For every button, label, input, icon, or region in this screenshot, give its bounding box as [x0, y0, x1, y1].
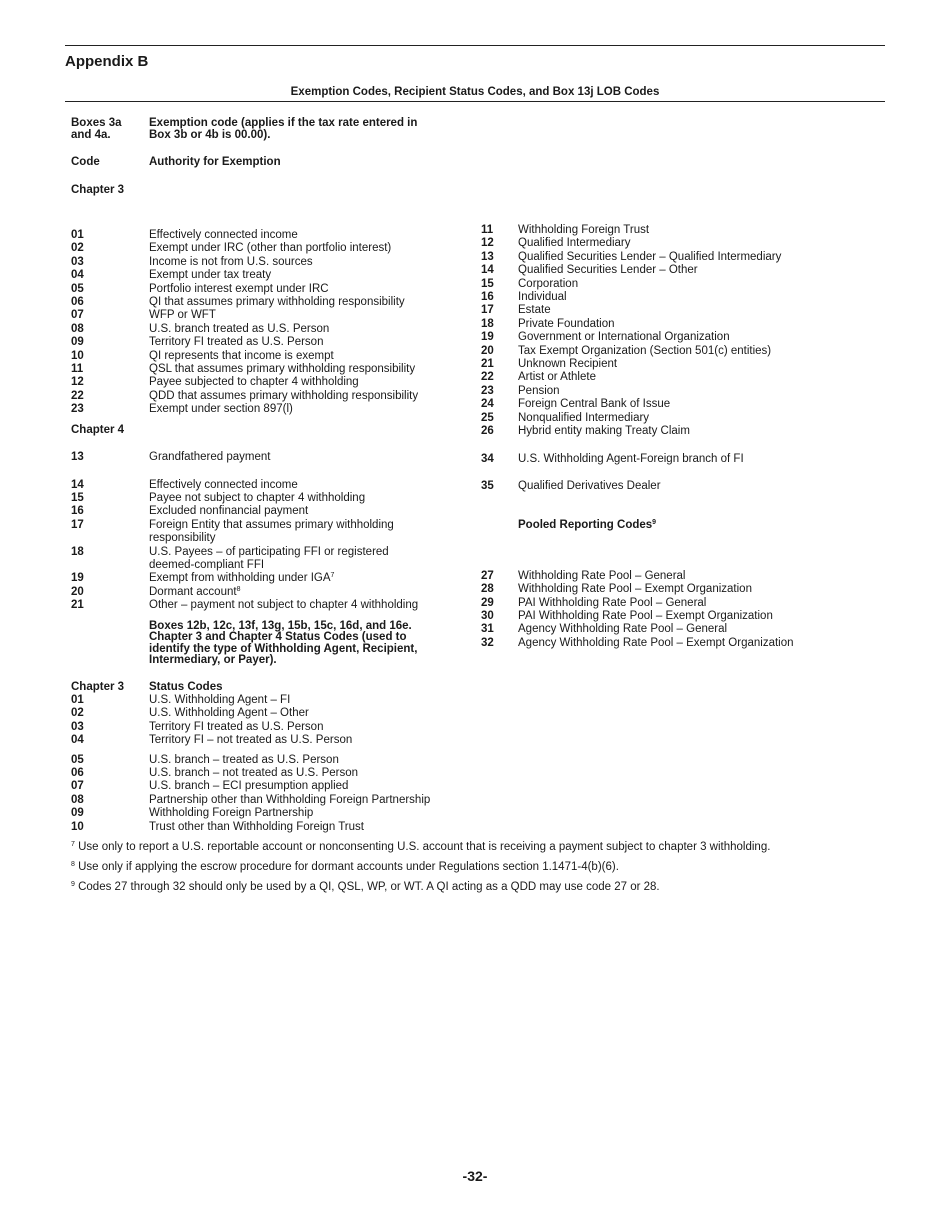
- code-number: 04: [71, 269, 84, 282]
- code-description: [149, 546, 461, 573]
- exemption-code-row: [71, 451, 461, 464]
- code-description-text: Qualified Derivatives Dealer: [518, 479, 661, 492]
- pooled-code-row: [481, 597, 881, 610]
- code-description-text: Nonqualified Intermediary: [518, 411, 650, 424]
- code-description: [149, 694, 461, 707]
- code-description-text: QDD that assumes primary withholding responsibility: [149, 389, 419, 402]
- code-description: [149, 505, 461, 518]
- code-description: [149, 323, 461, 336]
- code-description-text: QI that assumes primary withholding responsibility: [149, 296, 405, 309]
- code-34-row: [481, 453, 881, 466]
- footnote-number: 7: [71, 841, 75, 848]
- code-description: [518, 398, 881, 411]
- code-description-text: Income is not from U.S. sources: [149, 255, 313, 268]
- pooled-footnote-mark: 9: [652, 519, 657, 527]
- recipient-code-row: [481, 224, 881, 237]
- exemption-code-row: [71, 256, 461, 269]
- intro-label: Chapter 3: [71, 183, 125, 196]
- code-description: [149, 721, 461, 734]
- status-code-row: [71, 767, 461, 780]
- section-subtitle: Exemption Codes, Recipient Status Codes, and Box 13j LOB Codes: [290, 86, 660, 98]
- code-description: [518, 345, 881, 358]
- status-code-row: [71, 821, 461, 834]
- code-description: [149, 492, 461, 505]
- code-description-text: Qualified Securities Lender – Qualified Intermediary: [518, 250, 782, 263]
- code-description-text: Excluded nonfinancial payment: [149, 505, 309, 518]
- code-number: Chapter 3: [71, 680, 125, 693]
- code-number: 21: [71, 599, 84, 612]
- status-code-row: [71, 794, 461, 807]
- footnote-text: Use only if applying the escrow procedure for dormant accounts under Regulations section 1.1471-4(b)(6).: [78, 861, 619, 873]
- code-description: [149, 821, 461, 834]
- code-description: [518, 597, 881, 610]
- code-description: [149, 681, 461, 694]
- code-description: [518, 623, 881, 636]
- recipient-code-row: [481, 425, 881, 438]
- code-description-text: Exempt under IRC (other than portfolio interest): [149, 242, 392, 255]
- code-number: 01: [71, 693, 84, 706]
- intro-block: [71, 118, 461, 196]
- status-code-row: [71, 780, 461, 793]
- code-description: [518, 425, 881, 438]
- code-number: 10: [71, 820, 84, 833]
- code-description-text: Foreign Central Bank of Issue: [518, 398, 671, 411]
- footnote: [71, 881, 891, 894]
- code-description: [518, 278, 881, 291]
- status-code-row: [71, 694, 461, 707]
- code-number: 17: [481, 304, 494, 317]
- code-number: 04: [71, 734, 84, 747]
- code-number: 12: [481, 237, 494, 250]
- code-description: [518, 291, 881, 304]
- intro-row: [71, 157, 461, 169]
- code-description: [149, 451, 461, 464]
- code-number: 14: [481, 264, 494, 277]
- code-description: [149, 390, 461, 403]
- top-rule: [65, 45, 885, 46]
- code-description: [518, 371, 881, 384]
- code-35-row: [481, 480, 881, 493]
- code-description-text: Other – payment not subject to chapter 4 withholding: [149, 599, 419, 612]
- pooled-code-row: [481, 570, 881, 583]
- code-description-text: Agency Withholding Rate Pool – Exempt Organization: [518, 636, 794, 649]
- chapter4-code-13: [71, 451, 461, 464]
- code-description-text: WFP or WFT: [149, 309, 216, 322]
- status-heading-row: [71, 621, 461, 667]
- code-description-text: Grandfathered payment: [149, 451, 271, 464]
- intro-row: [71, 118, 461, 141]
- code-description-text: Government or International Organization: [518, 331, 730, 344]
- code-description: [518, 358, 881, 371]
- code-number: 32: [481, 636, 494, 649]
- pooled-reporting-codes: [481, 570, 881, 650]
- code-number: 12: [71, 376, 84, 389]
- intro-text: Exemption code (applies if the tax rate entered in Box 3b or 4b is 00.00).: [149, 117, 418, 141]
- code-description: [518, 385, 881, 398]
- code-description: [149, 403, 461, 416]
- chapter3-exemption-codes: [71, 229, 461, 417]
- code-description-text: Artist or Athlete: [518, 371, 596, 384]
- code-number: 05: [71, 753, 84, 766]
- code-description-text: Withholding Rate Pool – Exempt Organization: [518, 583, 752, 596]
- code-description-text: Status Codes: [149, 680, 223, 693]
- code-number: 06: [71, 767, 84, 779]
- code-description: [149, 807, 461, 820]
- footnote-mark: 8: [236, 585, 241, 593]
- code-description-text: U.S. Withholding Agent – FI: [149, 693, 291, 706]
- code-description-text: U.S. Payees – of participating FFI or registered deemed-compliant FFI: [149, 545, 389, 571]
- code-description: [149, 269, 461, 282]
- code-description: [149, 707, 461, 720]
- intro-text: Authority for Exemption: [149, 156, 281, 168]
- code-number: 14: [71, 478, 84, 491]
- code-number: 05: [71, 282, 84, 295]
- code-description-text: Withholding Foreign Partnership: [149, 807, 314, 820]
- footnote-number: 8: [71, 861, 75, 868]
- recipient-code-row: [481, 345, 881, 358]
- status-heading: Boxes 12b, 12c, 13f, 13g, 15b, 15c, 16d, and 16e. Chapter 3 and Chapter 4 Status Codes (used to identify the type of Withholding Agent, Recipient, Intermediary, or Payer).: [149, 619, 418, 667]
- code-description: [518, 583, 881, 596]
- intro-row: [71, 185, 461, 197]
- exemption-code-row: [71, 242, 461, 255]
- pooled-code-row: [481, 583, 881, 596]
- intro-label: Code: [71, 156, 100, 168]
- code-number: 19: [481, 331, 494, 344]
- exemption-code-row: [71, 505, 461, 518]
- exemption-code-row: [71, 403, 461, 416]
- recipient-code-row: [481, 291, 881, 304]
- code-description-text: QI represents that income is exempt: [149, 349, 334, 362]
- recipient-status-codes: [481, 224, 881, 439]
- recipient-code-row: [481, 358, 881, 371]
- status-header-row: [71, 681, 461, 694]
- footnote-number: 9: [71, 881, 75, 888]
- footnote-text: Use only to report a U.S. reportable account or nonconsenting U.S. account that is receiving a payment subject to chapter 3 withholding.: [78, 841, 771, 853]
- code-number: 15: [71, 491, 84, 504]
- recipient-code-row: [481, 264, 881, 277]
- code-description: [518, 304, 881, 317]
- code-description-text: Dormant account: [149, 585, 237, 598]
- code-description: [149, 780, 461, 793]
- code-number: 18: [481, 317, 494, 330]
- code-description: [518, 251, 881, 264]
- code-number: 01: [71, 229, 84, 241]
- recipient-code-row: [481, 237, 881, 250]
- exemption-code-row: [71, 479, 461, 492]
- status-code-row: [71, 754, 461, 767]
- code-description: [149, 376, 461, 389]
- code-description: [149, 599, 461, 612]
- code-description-text: Withholding Foreign Trust: [518, 224, 650, 236]
- code-description: [149, 229, 461, 242]
- code-number: 23: [71, 403, 84, 416]
- code-description: [518, 480, 881, 493]
- exemption-code-row: [71, 599, 461, 612]
- footnote: [71, 861, 891, 874]
- code-description: [149, 519, 461, 546]
- recipient-code-row: [481, 331, 881, 344]
- code-description-text: Tax Exempt Organization (Section 501(c) entities): [518, 344, 772, 357]
- code-description-text: Payee subjected to chapter 4 withholding: [149, 376, 359, 389]
- exemption-code-row: [71, 309, 461, 322]
- code-description: [518, 412, 881, 425]
- pooled-heading-spacer: [481, 519, 518, 532]
- pooled-code-row: [481, 623, 881, 636]
- code-description: [149, 586, 461, 599]
- code-number: 34: [481, 452, 494, 465]
- chapter4-heading-text: Chapter 4: [71, 423, 125, 436]
- code-number: 03: [71, 720, 84, 733]
- pooled-reporting-heading: [518, 519, 881, 532]
- code-number: 28: [481, 583, 494, 596]
- exemption-code-row: [71, 586, 461, 599]
- code-number: 08: [71, 322, 84, 335]
- code-description-text: Qualified Securities Lender – Other: [518, 264, 698, 277]
- intro-label: Boxes 3a and 4a.: [71, 117, 122, 141]
- code-description: [149, 572, 461, 585]
- exemption-code-row: [71, 363, 461, 376]
- pooled-heading-row: [481, 519, 881, 532]
- code-description: [149, 734, 461, 747]
- status-code-row: [71, 721, 461, 734]
- code-description-text: Hybrid entity making Treaty Claim: [518, 425, 690, 438]
- exemption-code-row: [71, 229, 461, 242]
- chapter4-heading: [71, 424, 461, 437]
- code-number: 09: [71, 807, 84, 820]
- recipient-code-row: [481, 304, 881, 317]
- code-description-text: U.S. branch – treated as U.S. Person: [149, 753, 339, 766]
- code-number: 13: [481, 250, 494, 263]
- exemption-code-row: [71, 492, 461, 505]
- code-description: [518, 570, 881, 583]
- code-description: [518, 318, 881, 331]
- code-description-text: PAI Withholding Rate Pool – Exempt Organization: [518, 609, 773, 622]
- code-number: 08: [71, 793, 84, 806]
- code-number: 03: [71, 255, 84, 268]
- recipient-code-row: [481, 412, 881, 425]
- exemption-code-row: [71, 283, 461, 296]
- pooled-code-row: [481, 637, 881, 650]
- code-number: 06: [71, 296, 84, 309]
- code-number: 20: [481, 344, 494, 357]
- recipient-code-row: [481, 251, 881, 264]
- code-number: 22: [71, 389, 84, 402]
- code-number: 30: [481, 609, 494, 622]
- code-description-text: Foreign Entity that assumes primary withholding responsibility: [149, 518, 394, 545]
- code-number: 13: [71, 451, 84, 464]
- recipient-code-row: [481, 453, 881, 466]
- code-description-text: Estate: [518, 304, 551, 317]
- code-number: 07: [71, 780, 84, 793]
- code-description-text: U.S. Withholding Agent – Other: [149, 707, 309, 720]
- code-description-text: U.S. branch – ECI presumption applied: [149, 780, 349, 793]
- code-description-text: Effectively connected income: [149, 478, 298, 491]
- code-description-text: QSL that assumes primary withholding responsibility: [149, 363, 416, 376]
- code-description-text: U.S. branch treated as U.S. Person: [149, 322, 330, 335]
- right-column: [481, 224, 881, 650]
- code-description-text: U.S. branch – not treated as U.S. Person: [149, 767, 359, 779]
- code-number: 21: [481, 358, 494, 371]
- code-number: 19: [71, 572, 84, 585]
- status-codes-group-a: [71, 694, 461, 748]
- code-description-text: Territory FI treated as U.S. Person: [149, 336, 324, 349]
- code-number: 11: [481, 224, 494, 236]
- status-code-row: [71, 707, 461, 720]
- code-description-text: Qualified Intermediary: [518, 237, 631, 250]
- code-description-text: Pension: [518, 384, 560, 397]
- intro-text: [149, 185, 461, 197]
- code-description-text: Corporation: [518, 277, 579, 290]
- chapter4-exemption-codes: [71, 479, 461, 613]
- code-number: 15: [481, 277, 494, 290]
- code-description-text: Individual: [518, 291, 567, 304]
- code-description: [149, 767, 461, 780]
- status-codes-group-b: [71, 754, 461, 834]
- code-number: 31: [481, 623, 494, 636]
- code-description-text: U.S. Withholding Agent-Foreign branch of FI: [518, 452, 744, 465]
- exemption-code-row: [71, 336, 461, 349]
- code-description: [518, 637, 881, 650]
- footnote-mark: 7: [330, 572, 335, 580]
- status-code-row: [71, 734, 461, 747]
- code-number: 23: [481, 384, 494, 397]
- code-number: 07: [71, 309, 84, 322]
- pooled-code-row: [481, 610, 881, 623]
- code-description: [149, 309, 461, 322]
- exemption-code-row: [71, 572, 461, 585]
- code-description: [518, 264, 881, 277]
- code-description: [518, 331, 881, 344]
- code-description-text: Territory FI – not treated as U.S. Person: [149, 734, 353, 747]
- code-number: 26: [481, 425, 494, 438]
- page-number: -32-: [462, 1168, 488, 1184]
- exemption-code-row: [71, 323, 461, 336]
- code-number: 25: [481, 411, 494, 424]
- status-heading-spacer: [71, 621, 149, 667]
- code-description-text: Withholding Rate Pool – General: [518, 569, 686, 582]
- footnotes: [71, 841, 891, 901]
- code-number: 16: [481, 291, 494, 304]
- recipient-code-row: [481, 371, 881, 384]
- code-number: 35: [481, 479, 494, 492]
- code-description: [518, 610, 881, 623]
- code-description: [518, 453, 881, 466]
- code-number: 09: [71, 336, 84, 349]
- exemption-code-row: [71, 350, 461, 363]
- code-number: 22: [481, 371, 494, 384]
- exemption-code-row: [71, 390, 461, 403]
- code-description: [149, 283, 461, 296]
- subtitle-rule: [65, 101, 885, 102]
- status-codes-header: [71, 681, 461, 694]
- code-number: 29: [481, 596, 494, 609]
- exemption-code-row: [71, 376, 461, 389]
- recipient-code-row: [481, 480, 881, 493]
- code-description: [518, 237, 881, 250]
- code-description: [518, 224, 881, 237]
- code-description-text: Payee not subject to chapter 4 withholding: [149, 491, 366, 504]
- code-description: [149, 363, 461, 376]
- code-description: [149, 296, 461, 309]
- recipient-code-row: [481, 398, 881, 411]
- appendix-title: Appendix B: [65, 53, 149, 70]
- left-column: [71, 118, 461, 834]
- code-number: 02: [71, 707, 84, 720]
- code-description-text: Partnership other than Withholding Foreign Partnership: [149, 793, 431, 806]
- code-number: 16: [71, 505, 84, 518]
- exemption-code-row: [71, 296, 461, 309]
- code-description-text: Exempt from withholding under IGA: [149, 572, 331, 585]
- exemption-code-row: [71, 269, 461, 282]
- code-description: [149, 754, 461, 767]
- code-number: 11: [71, 363, 84, 376]
- code-number: 10: [71, 349, 84, 362]
- code-number: 17: [71, 518, 84, 531]
- code-description-text: Agency Withholding Rate Pool – General: [518, 623, 728, 636]
- code-description: [149, 336, 461, 349]
- code-description-text: Trust other than Withholding Foreign Trust: [149, 820, 364, 833]
- code-description-text: Exempt under section 897(l): [149, 403, 293, 416]
- code-number: 20: [71, 585, 84, 598]
- code-number: 02: [71, 242, 84, 255]
- code-description: [149, 794, 461, 807]
- code-description: [149, 350, 461, 363]
- code-number: 24: [481, 398, 494, 411]
- exemption-code-row: [71, 519, 461, 546]
- code-number: 27: [481, 569, 494, 582]
- recipient-code-row: [481, 385, 881, 398]
- code-description-text: Territory FI treated as U.S. Person: [149, 720, 324, 733]
- code-description-text: Effectively connected income: [149, 229, 298, 241]
- footnote-text: Codes 27 through 32 should only be used by a QI, QSL, WP, or WT. A QI acting as a QDD may use code 27 or 28.: [78, 881, 660, 893]
- code-description: [149, 479, 461, 492]
- code-description-text: Exempt under tax treaty: [149, 269, 272, 282]
- code-description-text: Unknown Recipient: [518, 358, 618, 371]
- code-number: 18: [71, 545, 84, 558]
- recipient-code-row: [481, 278, 881, 291]
- exemption-code-row: [71, 546, 461, 573]
- code-description-text: PAI Withholding Rate Pool – General: [518, 596, 707, 609]
- recipient-code-row: [481, 318, 881, 331]
- code-description: [149, 256, 461, 269]
- pooled-heading-text: Pooled Reporting Codes: [518, 519, 653, 532]
- status-code-row: [71, 807, 461, 820]
- code-description: [149, 242, 461, 255]
- footnote: [71, 841, 891, 854]
- code-description-text: Private Foundation: [518, 317, 615, 330]
- code-description-text: Portfolio interest exempt under IRC: [149, 282, 329, 295]
